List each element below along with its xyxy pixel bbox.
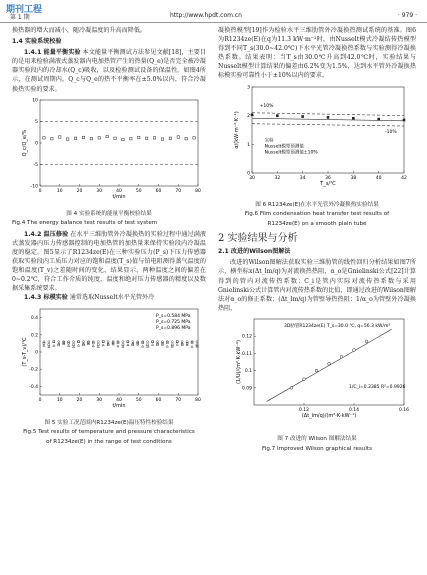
- para-2-1: 改进的Wilson图解法获取实验三维肋管的线性回归分析结果如图7所示，横坐标x(Δt_lm/q)为对流换热热阻，α_o是Gnielinski公式[22]计算得到的管内对流传热系数；C_i是管内实际对流传热系数与采用Gnielinski公式计算管内对流传热系数的比值，即通过改进的Wilson图解法对α_o的修正系数；(Δt_lm/q)为管壁导热热阻；1/α_o为管壁外冷凝换热阻，: [218, 259, 416, 312]
- fit-line: [267, 329, 392, 401]
- data-point: [161, 343, 163, 345]
- para-1-4-3: 通常选取Nusselt水平光管外冷: [69, 294, 155, 302]
- data-point: [68, 340, 70, 342]
- data-point: [327, 116, 330, 119]
- data-point: [53, 344, 55, 346]
- legend-entry: P_s=0.896 MPa: [156, 325, 191, 331]
- x-axis-label: t/min: [112, 193, 126, 200]
- x-tick-label: 50: [135, 397, 142, 403]
- x-tick-label: 40: [375, 175, 382, 181]
- data-point: [58, 342, 60, 344]
- issue-label: 第 1 期: [10, 14, 30, 21]
- data-point: [176, 343, 178, 345]
- data-point: [92, 344, 94, 346]
- data-point: [290, 386, 293, 389]
- y-tick-label: 0: [35, 350, 38, 355]
- y-tick-label: 3: [247, 85, 250, 91]
- x-tick-label: 0: [38, 188, 42, 194]
- data-point: [72, 345, 74, 347]
- x-tick-label: 70: [175, 397, 182, 403]
- y-tick-label: 10: [32, 98, 38, 104]
- x-tick-label: 38: [350, 175, 357, 181]
- legend-entry: 实验: [264, 138, 274, 144]
- data-point: [145, 137, 147, 139]
- data-point: [161, 138, 163, 140]
- data-point: [51, 137, 53, 139]
- fig5-caption-en-2: of R1234ze(E) in the range of test conditions: [46, 438, 172, 445]
- data-point: [59, 135, 61, 137]
- data-point: [403, 118, 406, 121]
- data-point: [68, 344, 70, 346]
- y-axis-label: Q_c/Q_e/%: [22, 129, 28, 157]
- data-point: [176, 340, 178, 342]
- data-point: [73, 340, 75, 342]
- data-point: [353, 348, 356, 351]
- y-tick-label: 0.11: [241, 351, 252, 357]
- section-2-1-heading: 2.1 改进的Wilson图解法: [218, 248, 291, 256]
- data-point: [352, 117, 355, 120]
- x-tick-label: 0.16: [398, 407, 410, 413]
- data-point: [130, 137, 132, 139]
- y-tick-label: 0.2: [30, 332, 38, 338]
- data-point: [48, 345, 50, 347]
- data-point: [122, 340, 124, 342]
- x-tick-label: 60: [155, 397, 162, 403]
- intro-line: 换热器的增大而减小，随冷凝温度的升高而降低。: [12, 27, 147, 34]
- data-point: [169, 137, 171, 139]
- plot-frame: [40, 100, 198, 186]
- data-point: [77, 344, 79, 346]
- fig7-caption-en: Fig.7 Improved Wilson graphical results: [261, 445, 373, 452]
- plot-frame: [254, 319, 404, 405]
- data-point: [78, 340, 80, 342]
- data-point: [142, 345, 144, 347]
- fig5-chart: [12, 303, 206, 415]
- fit-text: 1/C_i=0.2385 R²=0.9926: [349, 384, 406, 390]
- x-tick-label: 42: [401, 175, 407, 181]
- data-point: [48, 340, 50, 342]
- data-point: [147, 340, 149, 342]
- data-point: [58, 343, 60, 345]
- x-tick-label: 60: [155, 188, 162, 194]
- data-point: [127, 340, 129, 342]
- x-tick-label: 40: [116, 188, 122, 194]
- data-point: [315, 369, 318, 372]
- data-point: [82, 343, 84, 345]
- left-column: [12, 26, 206, 448]
- x-tick-label: 70: [175, 188, 182, 194]
- para-1-4-2: 在水平三维肋管外冷凝换热的实验过程中通过满液式蒸发器内压力传感器控制的电加热管的加热量来保持实验段内冷凝温度的稳定。图5显示了R1234ze(E)在三种实验压力(P_s)下压力传感器获取实验段内工质压力对应的饱和温度(T_s)值与铂电阻测得蒸气温度的饱和温度(T_v)之差随时间的变化，结果显示，两种温度之间的偏差在0~0.2℃，符合工作介质的纯度，温度和绝对压力传感器的精度以及数据采集系统要求。: [12, 230, 207, 293]
- data-point: [132, 343, 134, 345]
- journal-logo: 期刊工程: [6, 5, 43, 15]
- data-point: [74, 137, 76, 139]
- y-tick-label: 0: [247, 171, 250, 177]
- data-point: [301, 115, 304, 118]
- x-tick-label: 30: [249, 175, 255, 181]
- x-tick-label: 30: [96, 188, 103, 194]
- legend-entry: Nusselt模型预测值±10%: [264, 150, 318, 156]
- y-tick-label: 1: [247, 142, 250, 148]
- x-tick-label: 10: [56, 188, 63, 194]
- data-point: [98, 136, 100, 138]
- data-point: [102, 343, 104, 345]
- y-tick-label: 5: [35, 119, 38, 125]
- x-tick-label: 32: [274, 175, 281, 181]
- data-point: [90, 137, 92, 139]
- legend-entry: P_s=0.584 MPa: [156, 313, 191, 319]
- x-tick-label: 10: [56, 397, 63, 403]
- x-tick-label: 80: [195, 397, 201, 403]
- data-point: [185, 137, 187, 139]
- data-point: [151, 343, 153, 345]
- data-point: [138, 136, 140, 138]
- upper-bound-line: [252, 112, 404, 115]
- data-point: [328, 362, 331, 365]
- y-tick-label: 0.12: [241, 334, 252, 340]
- data-point: [127, 343, 129, 345]
- data-point: [66, 138, 68, 140]
- right-column: [218, 26, 416, 455]
- data-point: [106, 135, 108, 137]
- data-point: [112, 340, 114, 342]
- data-point: [191, 345, 193, 347]
- fig6-caption-en-2: R1234ze(E) on a smooth plain tube: [267, 220, 367, 227]
- x-tick-label: 50: [135, 188, 142, 194]
- data-point: [340, 355, 343, 358]
- data-point: [53, 340, 55, 342]
- x-tick-label: 40: [116, 397, 122, 403]
- data-point: [43, 340, 45, 342]
- y-axis-label: α/(kW·m⁻²·K⁻¹): [234, 110, 240, 149]
- page-header: [0, 0, 427, 23]
- annotation-plus: +10%: [259, 103, 274, 109]
- y-tick-label: -5: [33, 162, 38, 168]
- fig7-chart: [218, 313, 416, 431]
- x-tick-label: 30: [96, 397, 103, 403]
- fig4-caption-cn: 图 4 实验系统的能量平衡校验结果: [66, 210, 152, 217]
- annotation-minus: -10%: [385, 129, 397, 135]
- y-tick-label: 0.09: [241, 386, 252, 392]
- x-tick-label: 34: [299, 175, 306, 181]
- data-point: [43, 136, 45, 138]
- x-axis-label: t/min: [112, 402, 126, 409]
- data-point: [171, 345, 173, 347]
- data-point: [114, 137, 116, 139]
- data-point: [365, 340, 368, 343]
- data-point: [303, 378, 306, 381]
- plot-frame: [252, 87, 404, 173]
- x-tick-label: 20: [76, 188, 83, 194]
- data-point: [102, 340, 104, 342]
- data-point: [377, 117, 380, 120]
- legend-entry: P_s=0.725 MPa: [156, 319, 191, 325]
- y-tick-label: 0: [35, 141, 38, 147]
- data-point: [82, 136, 84, 138]
- section-2-heading: 2 实验结果与分析: [218, 233, 298, 245]
- journal-url[interactable]: http://www.hpdt.com.cn: [170, 12, 242, 19]
- data-point: [186, 343, 188, 345]
- y-tick-label: 0.1: [244, 369, 252, 375]
- x-tick-label: 0.14: [348, 407, 360, 413]
- lower-bound-line: [252, 123, 404, 125]
- data-point: [251, 113, 254, 116]
- y-axis-label: (1/U)/(m²·K·kW⁻¹): [236, 339, 242, 384]
- data-point: [193, 136, 195, 138]
- x-axis-label: (Δt_lm/q)/(m²·K·kW⁻¹): [301, 412, 357, 419]
- page-number: · 979 ·: [397, 12, 417, 19]
- fig4-caption-en: Fig.4 The energy balance test results of test system: [12, 220, 158, 227]
- y-tick-label: 0.4: [30, 315, 38, 321]
- x-axis-label: T_s/℃: [320, 180, 336, 187]
- para-benchmark: 凝换热模型[19]作为检验水平三维肋管外冷凝换热测试系统的基准。图6为R1234ze(E)在q为11.3 kW·m⁻²时，由Nusselt模式冷凝结传热模型得到不同T_s(30.0~42.0℃)下水平光管冷凝换热系数与实验测得冷凝换热系数。结果表明：当T_s由30.0℃升高到42.0℃时，实验结果与Nusselt模型计算结果的偏差由6.2%变为1.5%，达到水平管外冷凝换热标模实验可靠性小于±10%以内的要求。: [218, 27, 416, 80]
- data-point: [92, 340, 94, 342]
- data-point: [122, 138, 124, 140]
- section-1-4-1-heading: 1.4.1 能量平衡实验: [24, 49, 81, 57]
- para-1-4-1: 本文能量平衡测试方法参见文献[18]，主要目的是用来检验满液式蒸发器内电加热管产生的热量(Q_e)是否完全被冷凝器实验段内的冷却水(Q_c)吸收，以及检验测试设备的保温性。如图4所示，在测试周期内，Q_c与Q_e的热不平衡率在±5.0%以内，符合冷凝换热实验的要求。: [12, 49, 206, 93]
- fig6-caption-cn: 图 6 R1234ze(E)在水平光管外冷凝换热实验结果: [255, 201, 379, 208]
- y-axis-label: (T_s-T_v)/℃: [22, 336, 28, 367]
- data-point: [97, 340, 99, 342]
- data-point: [177, 135, 179, 137]
- legend-entry: Nusselt模型预测值: [264, 144, 304, 150]
- x-tick-label: 0.12: [298, 407, 310, 413]
- y-tick-label: -10: [30, 184, 38, 190]
- data-point: [43, 344, 45, 346]
- section-1-4-heading: 1.4 实验系统校验: [12, 38, 62, 46]
- y-tick-label: -0.4: [29, 384, 38, 390]
- y-tick-label: 2: [247, 113, 250, 119]
- data-point: [171, 340, 173, 342]
- x-tick-label: 0: [38, 397, 42, 403]
- x-tick-label: 36: [325, 175, 331, 181]
- fig6-caption-en-1: Fig.6 Film condensation heat transfer test results of: [244, 211, 390, 218]
- data-point: [161, 340, 163, 342]
- y-tick-label: -0.2: [29, 367, 38, 373]
- data-point: [153, 136, 155, 138]
- fig4-chart: [12, 94, 206, 206]
- fig7-caption-cn: 图 7 改进的 Wilson 图解法结果: [277, 436, 357, 442]
- section-1-4-3-heading: 1.4.3 标模实验: [24, 294, 68, 302]
- fig5-caption-en-1: Fig.5 Test results of temperature and pressure characteristics: [23, 429, 195, 436]
- data-point: [137, 340, 139, 342]
- x-tick-label: 80: [195, 188, 201, 194]
- data-point: [152, 340, 154, 342]
- data-point: [166, 345, 168, 347]
- data-point: [117, 345, 119, 347]
- data-point: [157, 343, 159, 345]
- data-point: [82, 342, 84, 344]
- section-1-4-2-heading: 1.4.2 温压修验: [24, 230, 69, 238]
- legend-entry: 3D肋管R1234ze(E) T_s=30.0 ℃, q=56.3 kW/m²: [284, 323, 391, 329]
- fig5-caption-cn: 图 5 实验工况范围内R1234ze(E)温压特性校验结果: [44, 419, 174, 426]
- x-tick-label: 20: [76, 397, 83, 403]
- data-point: [276, 114, 279, 117]
- fig6-chart: [218, 81, 416, 197]
